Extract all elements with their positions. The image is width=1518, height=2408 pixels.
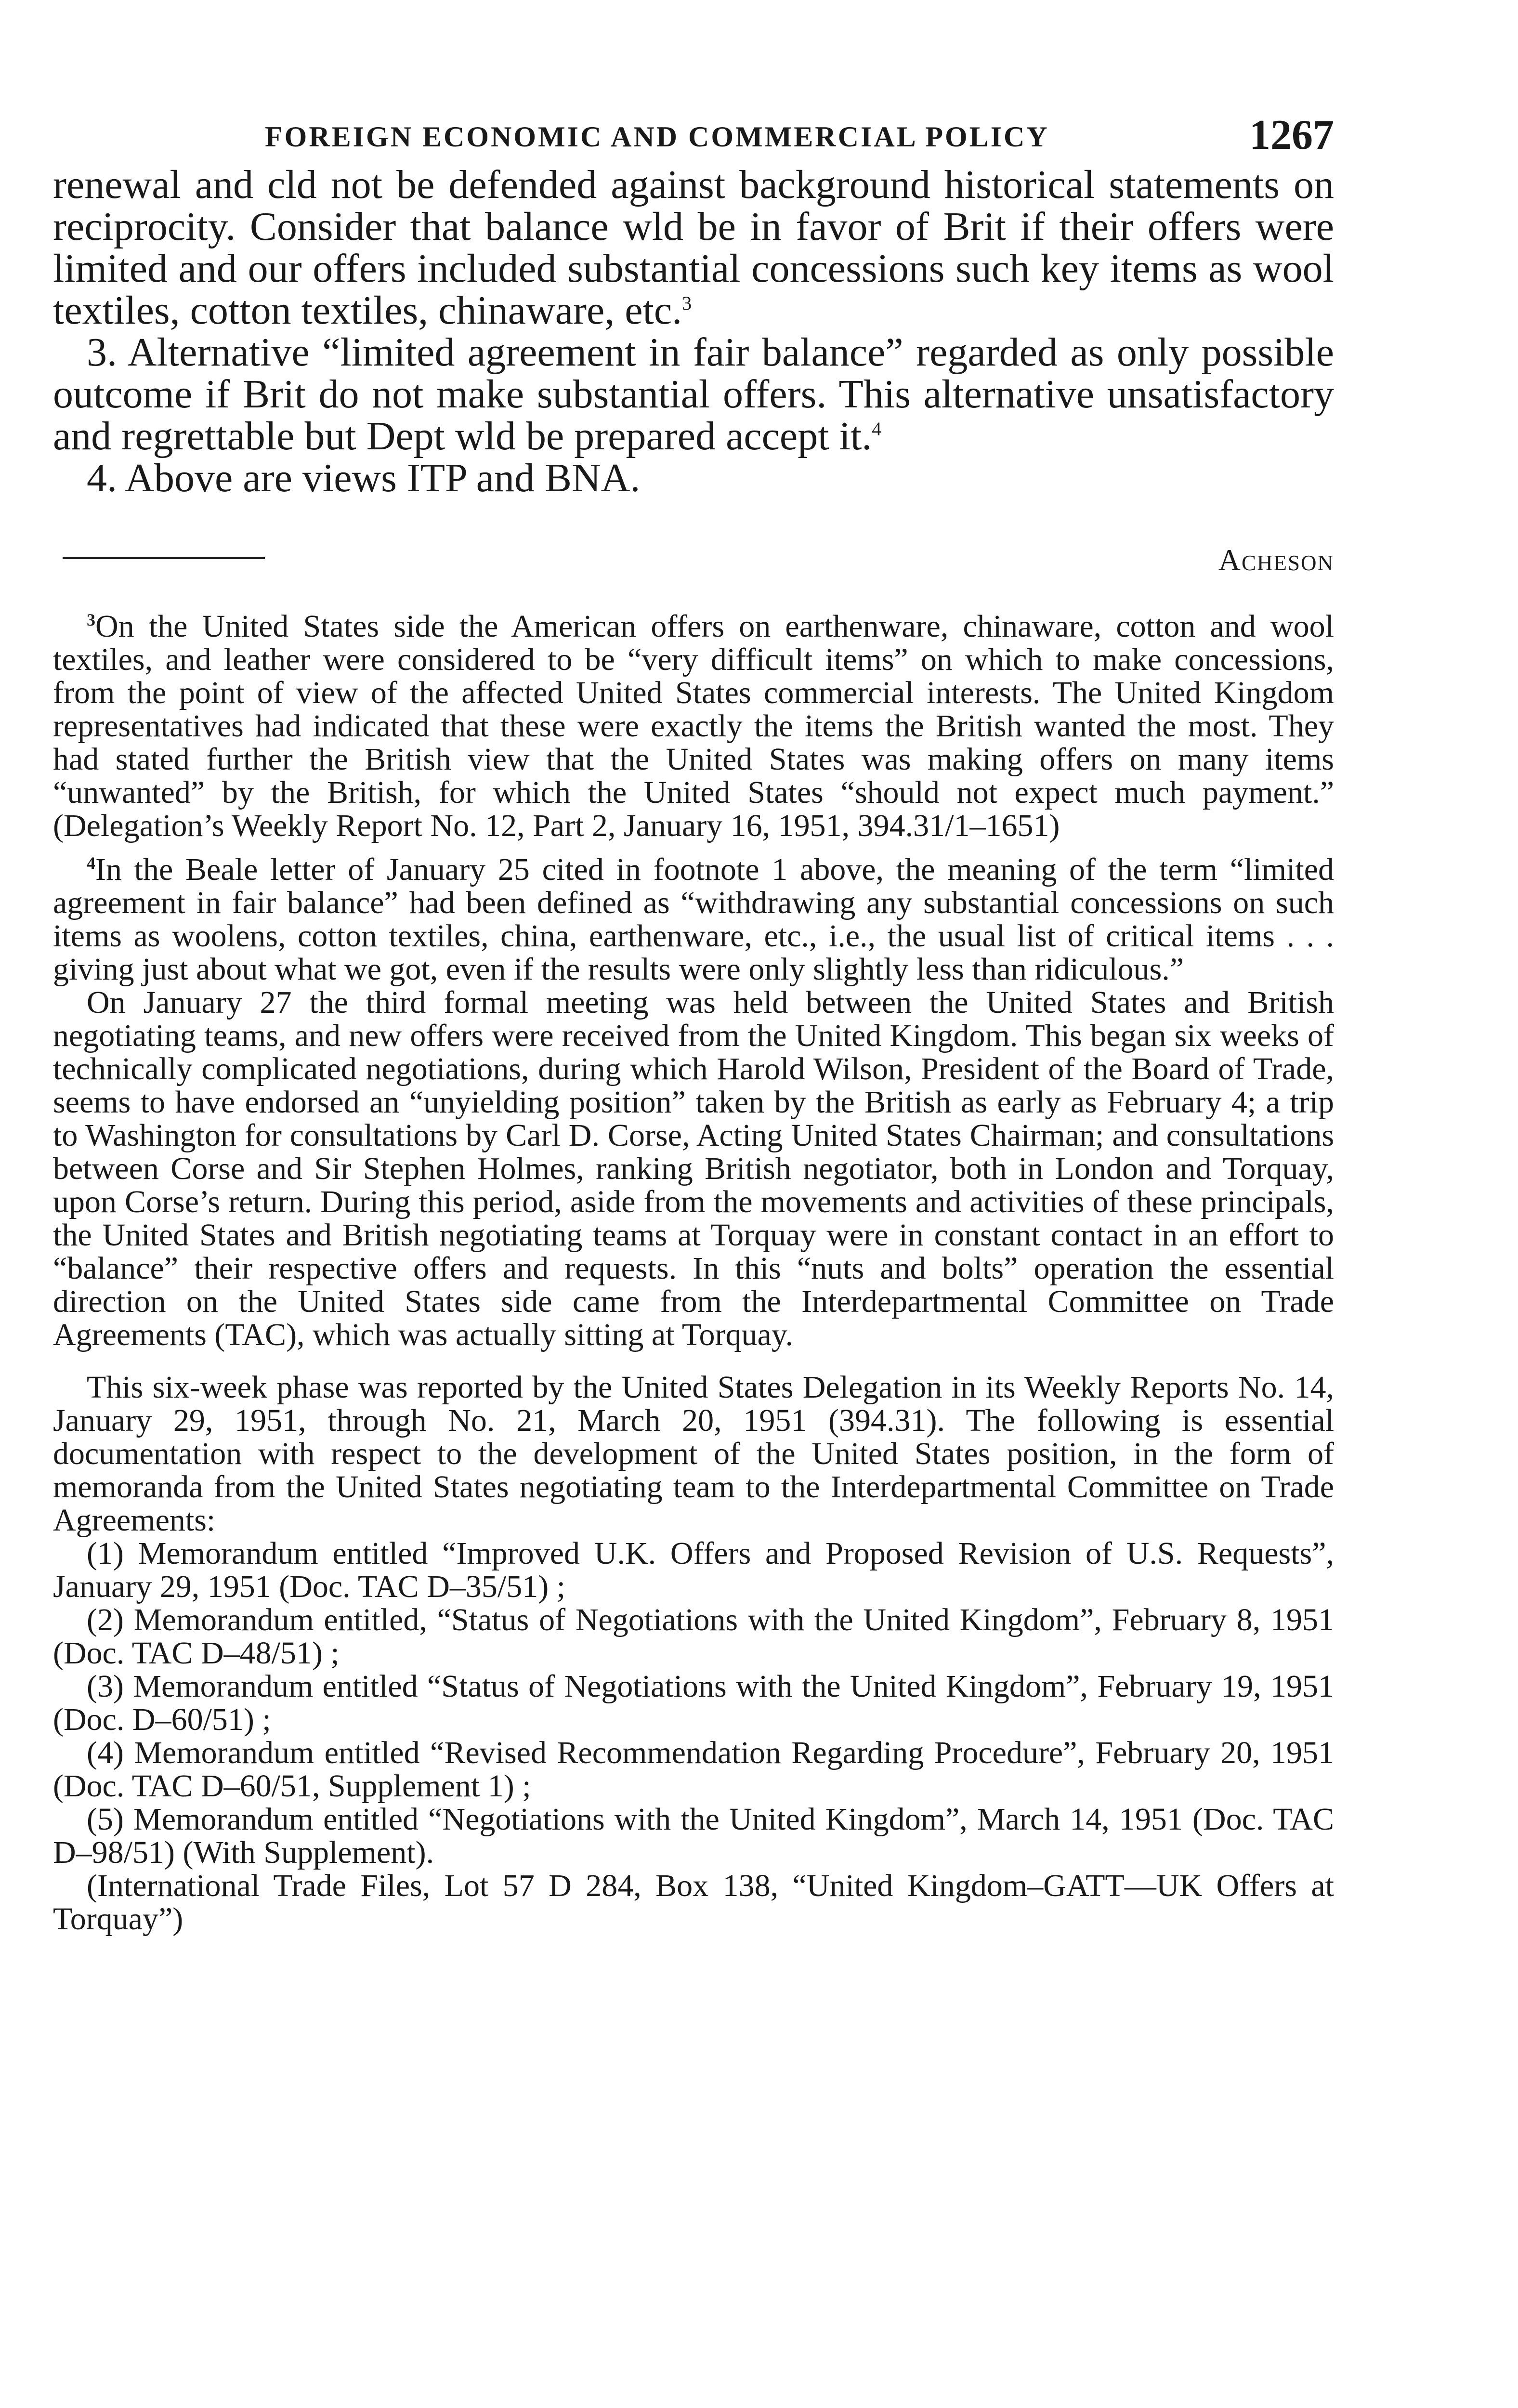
page-number: 1267 bbox=[1249, 112, 1334, 158]
list-item: (1) Memorandum entitled “Improved U.K. Offers and Proposed Revision of U.S. Requests”, January 29, 1951 (Doc. TAC D–35/51) ; bbox=[53, 1536, 1334, 1604]
editorial-note bbox=[53, 986, 1334, 1936]
body-paragraph: 3. Alternative “limited agreement in fair balance” regarded as only possible outcome if Brit do not make substantial offers. This alternative unsatisfactory and regrettable but Dept wld be prepared accept it.$^4$ bbox=[53, 330, 1334, 458]
list-item: (5) Memorandum entitled “Negotiations with the United Kingdom”, March 14, 1951 (Doc. TAC D–98/51) (With Supplement). bbox=[53, 1802, 1334, 1870]
footnote-number: 4 bbox=[87, 853, 95, 873]
signature: Acheson bbox=[1218, 543, 1334, 577]
running-title: FOREIGN ECONOMIC AND COMMERCIAL POLICY bbox=[265, 121, 1049, 153]
footnote: $^3$On the United States side the American offers on earthenware, chinaware, cotton and wool textiles, and leather were considered to be “very difficult items” on which to make concessions, from the point of view of the affected United States commercial interests. The United Kingdom representatives had indicated that these were exactly the items the British wanted the most. They had stated further the British view that the United States was making offers on many items “unwanted” by the British, for which the United States “should not expect much payment.” (Delegation’s Weekly Report No. 12, Part 2, January 16, 1951, 394.31/1–1651) bbox=[53, 609, 1334, 843]
document-list bbox=[53, 1537, 1334, 1869]
body-paragraph: renewal and cld not be defended against background historical statements on reciprocity. Consider that balance wld be in favor of Brit if their offers were limited and our offers included substantial concessions such key items as wool textiles, cotton textiles, chinaware, etc.$^3$ bbox=[53, 162, 1334, 333]
footnote-ref[interactable]: 3 bbox=[682, 292, 692, 314]
list-item: (2) Memorandum entitled, “Status of Negotiations with the United Kingdom”, February 8, 1951 (Doc. TAC D–48/51) ; bbox=[53, 1602, 1334, 1671]
telegram-body bbox=[53, 164, 1334, 499]
source-citation: (International Trade Files, Lot 57 D 284, Box 138, “United Kingdom–GATT—UK Offers at Torquay”) bbox=[53, 1868, 1334, 1937]
footnote: $^4$In the Beale letter of January 25 cited in footnote 1 above, the meaning of the term “limited agreement in fair balance” had been defined as “withdrawing any substantial concessions on such items as woolens, cotton textiles, china, earthenware, etc., i.e., the usual list of critical items . . . giving just about what we got, even if the results were only slightly less than ridiculous.” bbox=[53, 852, 1334, 987]
list-item: (3) Memorandum entitled “Status of Negotiations with the United Kingdom”, February 19, 1951 (Doc. D–60/51) ; bbox=[53, 1669, 1334, 1737]
footnote-number: 3 bbox=[87, 610, 95, 629]
footnote-divider bbox=[63, 557, 265, 559]
body-paragraph: 4. Above are views ITP and BNA. bbox=[87, 456, 641, 500]
list-item: (4) Memorandum entitled “Revised Recommendation Regarding Procedure”, February 20, 1951 (Doc. TAC D–60/51, Supplement 1) ; bbox=[53, 1735, 1334, 1804]
editorial-paragraph: This six-week phase was reported by the United States Delegation in its Weekly Reports No. 14, January 29, 1951, through No. 21, March 20, 1951 (394.31). The following is essential documentation with respect to the development of the United States position, in the form of memoranda from the United States negotiating team to the Interdepartmental Committee on Trade Agreements: bbox=[53, 1370, 1334, 1538]
footnotes bbox=[53, 610, 1334, 986]
running-head bbox=[53, 106, 1334, 164]
editorial-paragraph: On January 27 the third formal meeting was held between the United States and British negotiating teams, and new offers were received from the United Kingdom. This began six weeks of technically complicated negotiations, during which Harold Wilson, President of the Board of Trade, seems to have endorsed an “unyielding position” taken by the British as early as February 4; a trip to Washington for consultations by Carl D. Corse, Acting United States Chairman; and consultations between Corse and Sir Stephen Holmes, ranking British negotiator, both in London and Torquay, upon Corse’s return. During this period, aside from the movements and activities of these principals, the United States and British negotiating teams at Torquay were in constant contact in an effort to “balance” their respective offers and requests. In this “nuts and bolts” operation the essential direction on the United States side came from the Interdepartmental Committee on Trade Agreements (TAC), which was actually sitting at Torquay. bbox=[53, 985, 1334, 1352]
signature-row bbox=[53, 542, 1334, 610]
footnote-ref[interactable]: 4 bbox=[872, 418, 882, 440]
document-page bbox=[53, 106, 1334, 1936]
